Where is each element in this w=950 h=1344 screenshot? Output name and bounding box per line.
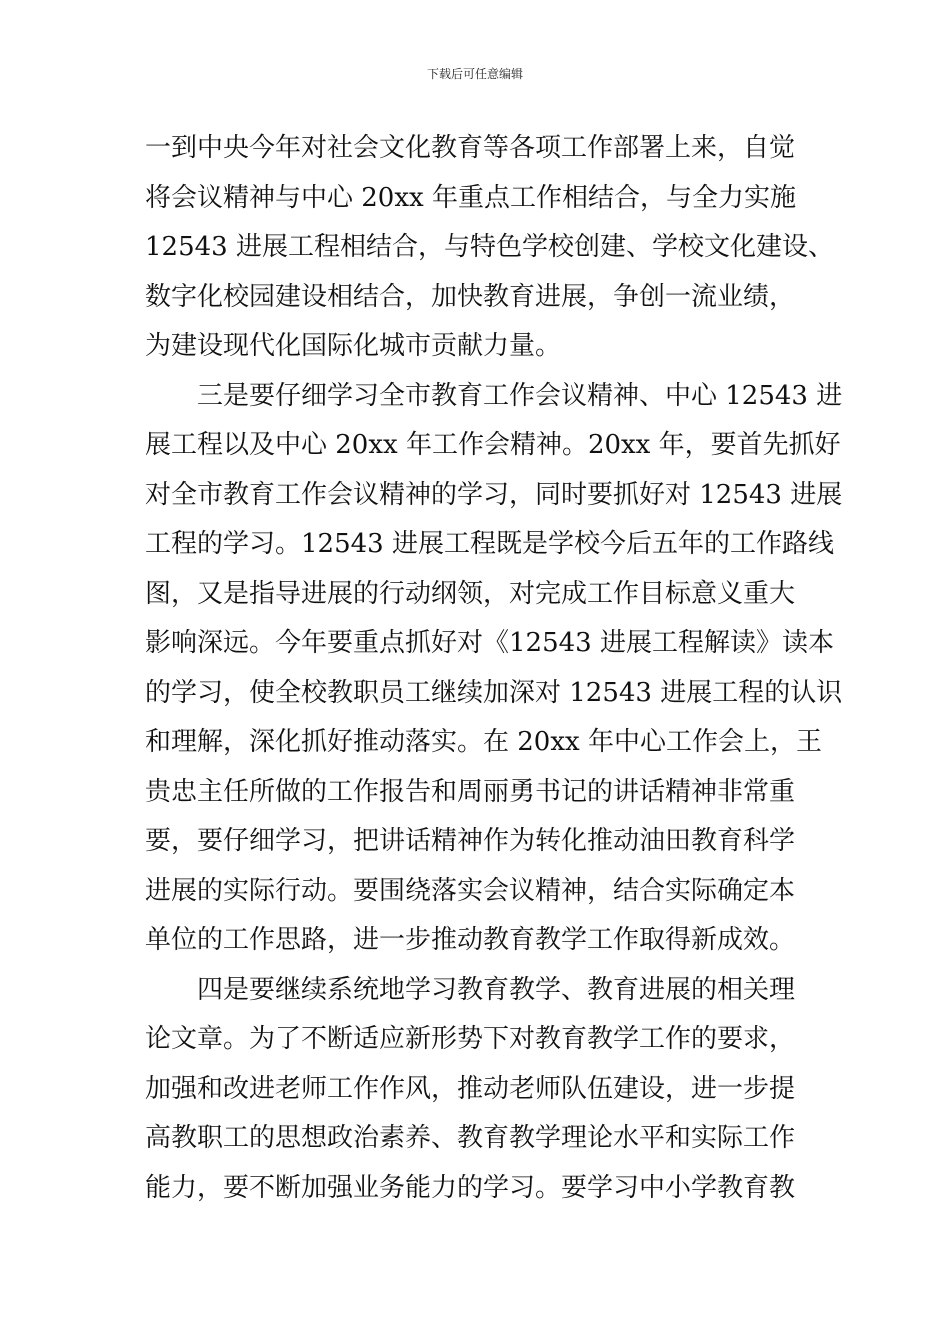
paragraph-3 <box>145 966 810 1214</box>
page-header: 下载后可任意编辑 <box>426 67 523 81</box>
paragraph-2 <box>145 372 843 966</box>
text-line: 进展的实际行动。要围绕落实会议精神，结合实际确定本 <box>145 875 796 906</box>
paragraph-1 <box>145 124 834 372</box>
text-line: 图，又是指导进展的行动纲领，对完成工作目标意义重大 <box>145 578 796 609</box>
text-line: 展工程以及中心 20xx 年工作会精神。20xx 年，要首先抓好 <box>145 430 841 460</box>
text-line: 能力，要不断加强业务能力的学习。要学习中小学教育教 <box>145 1172 796 1203</box>
text-line: 工程的学习。12543 进展工程既是学校今后五年的工作路线 <box>145 529 834 559</box>
text-line: 四是要继续系统地学习教育教学、教育进展的相关理 <box>197 974 796 1005</box>
text-line: 影响深远。今年要重点抓好对《12543 进展工程解读》读本 <box>145 628 834 658</box>
text-line: 12543 进展工程相结合，与特色学校创建、学校文化建设、 <box>145 232 834 262</box>
text-line: 的学习，使全校教职员工继续加深对 12543 进展工程的认识 <box>145 677 843 708</box>
text-line: 三是要仔细学习全市教育工作会议精神、中心 12543 进 <box>197 380 843 411</box>
text-line: 和理解，深化抓好推动落实。在 20xx 年中心工作会上，王 <box>145 727 822 757</box>
text-line: 一到中央今年对社会文化教育等各项工作部署上来，自觉 <box>145 133 796 163</box>
text-line: 贵忠主任所做的工作报告和周丽勇书记的讲话精神非常重 <box>145 776 796 807</box>
text-line: 加强和改进老师工作作风，推动老师队伍建设，进一步提 <box>145 1073 796 1104</box>
text-line: 高教职工的思想政治素养、教育教学理论水平和实际工作 <box>145 1123 796 1153</box>
text-line: 单位的工作思路，进一步推动教育教学工作取得新成效。 <box>145 925 796 955</box>
text-line: 将会议精神与中心 20xx 年重点工作相结合，与全力实施 <box>145 182 796 213</box>
text-line: 论文章。为了不断适应新形势下对教育教学工作的要求， <box>145 1024 796 1054</box>
text-line: 对全市教育工作会议精神的学习，同时要抓好对 12543 进展 <box>145 479 843 510</box>
text-line: 数字化校园建设相结合，加快教育进展，争创一流业绩， <box>145 281 796 312</box>
text-line: 为建设现代化国际化城市贡献力量。 <box>145 331 562 361</box>
document-body <box>145 124 843 1213</box>
text-line: 要，要仔细学习，把讲话精神作为转化推动油田教育科学 <box>145 826 796 856</box>
